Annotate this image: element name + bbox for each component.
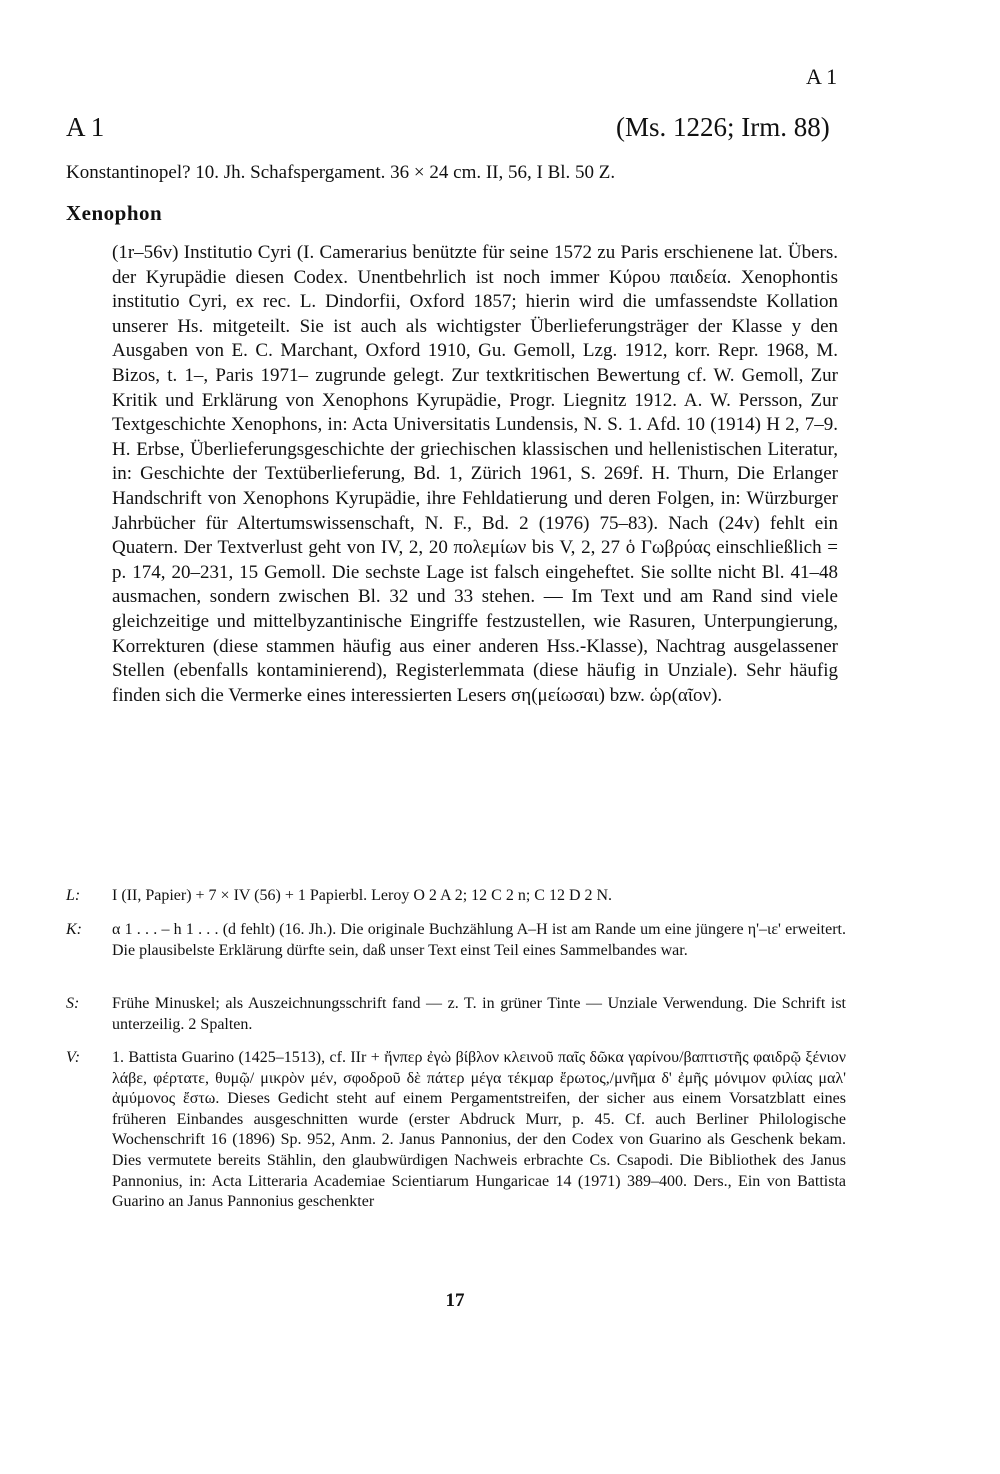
- section-v: [66, 1048, 846, 1213]
- body-text: [112, 241, 838, 708]
- page-number: 17: [445, 1290, 465, 1311]
- section-label: L:: [66, 887, 81, 904]
- section-text: I (II, Papier) + 7 × IV (56) + 1 Papierbl. Leroy O 2 A 2; 12 C 2 n; C 12 D 2 N.: [112, 887, 613, 904]
- origin-line: Konstantinopel? 10. Jh. Schafspergament. 36 × 24 cm. II, 56, I Bl. 50 Z.: [66, 162, 616, 183]
- section-label: K:: [66, 921, 82, 938]
- body-paragraph: (1r–56v) Institutio Cyri (I. Camerarius benützte für seine 1572 zu Paris erschienene lat. Übers. der Kyrupädie diesen Codex. Unentbehrlich ist noch immer Κύρου παιδεία. Xenophontis institutio Cyri, ex rec. L. Dindorfii, Oxford 1857; hierin wird die umfassendste Kollation unserer Hs. mitgeteilt. Sie ist auch als wichtigster Überlieferungsträger der Klasse y den Ausgaben von E. C. Marchant, Oxford 1910, Gu. Gemoll, Lzg. 1912, korr. Repr. 1968, M. Bizos, t. 1–, Paris 1971– zugrunde gelegt. Zur textkritischen Bewertung cf. W. Gemoll, Zur Kritik und Erklärung von Xenophons Kyrupädie, Progr. Liegnitz 1912. A. W. Persson, Zur Textgeschichte Xenophons, in: Acta Universitatis Lundensis, N. S. 1. Afd. 10 (1914) H 2, 7–9. H. Erbse, Überlieferungsgeschichte der griechischen klassischen und hellenistischen Literatur, in: Geschichte der Textüberlieferung, Bd. 1, Zürich 1961, S. 269f. H. Thurn, Die Erlanger Handschrift von Xenophons Kyrupädie, ihre Fehldatierung und deren Folgen, in: Würzburger Jahrbücher für Altertumswissenschaft, N. F., Bd. 2 (1976) 75–83). Nach (24v) fehlt ein Quatern. Der Textverlust geht von IV, 2, 20 πολεμίων bis V, 2, 27 ὁ Γωβρύας einschließlich = p. 174, 20–231, 15 Gemoll. Die sechste Lage ist falsch eingeheftet. Sie sollte nicht Bl. 41–48 ausmachen, sondern zwischen Bl. 32 und 33 stehen. — Im Text und am Rand sind viele gleichzeitige und mittelbyzantinische Eingriffe festzustellen, wie Rasuren, Unterpungierung, Korrekturen (diese stammen häufig aus einer anderen Hss.-Klasse), Nachtrag ausgelassener Stellen (ebenfalls kontaminierend), Registerlemmata (diese häufig in Unziale). Sehr häufig finden sich die Vermerke eines interessierten Lesers ση(μείωσαι) bzw. ὡρ(αῖον).: [112, 242, 838, 706]
- section-l: [66, 886, 846, 907]
- section-text: α 1 . . . – h 1 . . . (d fehlt) (16. Jh.). Die originale Buchzählung A–H ist am Rande um eine jüngere η'–ιε' erweitert. Die plausibelste Erklärung dürfte sein, daß unser Text einst Teil eines Sammelbandes war.: [112, 921, 846, 959]
- entry-id: A 1: [66, 112, 105, 142]
- running-head: A 1: [806, 64, 838, 89]
- section-k: [66, 920, 846, 961]
- section-text: Frühe Minuskel; als Auszeichnungsschrift fand — z. T. in grüner Tinte — Unziale Verwendung. Die Schrift ist unterzeilig. 2 Spalten.: [112, 995, 846, 1033]
- section-label: S:: [66, 995, 80, 1012]
- shelfmark: (Ms. 1226; Irm. 88): [616, 112, 830, 142]
- section-label: V:: [66, 1049, 81, 1066]
- author-heading: Xenophon: [66, 201, 163, 225]
- section-text: 1. Battista Guarino (1425–1513), cf. IIr + ἤνπερ ἐγὼ βίβλον κλεινοῦ παῖς δῶκα γαρίνου/βαπτιστῆς φαιδρῷ ξένιον λάβε, φέρτατε, θυμῷ/ μικρὸν μέν, σφοδροῦ δὲ πάτερ μέγα τέκμαρ ἔρωτος,/μνῆμα δ' ἐμῆς μόνιμον φιλίας μαλ' ἀμύμονος ἔστω. Dieses Gedicht steht auf einem Pergamentstreifen, der sicher aus einem Vorsatzblatt eines früheren Einbandes ausgeschnitten wurde (erster Abdruck Murr, p. 45. Cf. auch Berliner Philologische Wochenschrift 16 (1896) Sp. 952, Anm. 2. Janus Pannonius, der den Codex von Guarino als Geschenk bekam. Dies vermutete bereits Stählin, den glaubwürdigen Nachweis erbrachte Cs. Csapodi. Die Bibliothek des Janus Pannonius, in: Acta Litteraria Academiae Scientiarum Hungaricae 14 (1971) 389–400. Ders., Ein von Battista Guarino an Janus Pannonius geschenkter: [112, 1049, 846, 1211]
- section-s: [66, 994, 846, 1035]
